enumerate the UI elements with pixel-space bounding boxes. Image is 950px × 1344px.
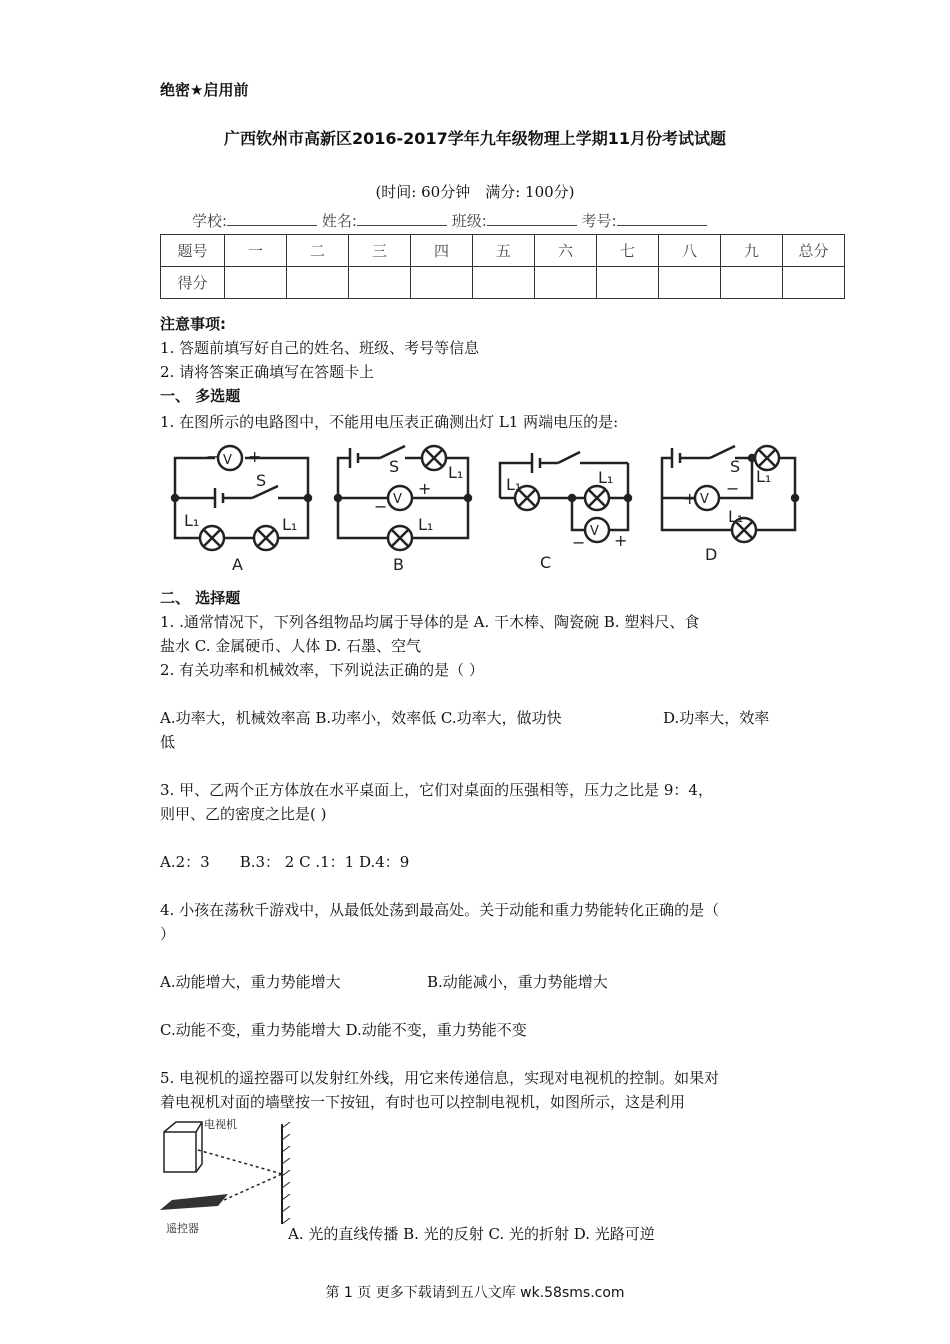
lamp-label: L₁ (184, 511, 200, 530)
circuit-c (500, 452, 628, 542)
lamp-label: L₁ (756, 467, 772, 486)
switch-label: S (256, 471, 267, 490)
tv-label: 电视机 (204, 1118, 237, 1131)
option-c-label: C (540, 553, 552, 572)
voltmeter-label: V (590, 524, 599, 539)
tv-remote-figure (158, 1114, 298, 1238)
s2-q5-line2: 着电视机对面的墙壁按一下按钮，有时也可以控制电视机，如图所示，这是利用 (160, 1093, 686, 1111)
lamp-label: L₁ (418, 515, 434, 534)
s2-q2: 2. 有关功率和机械效率，下列说法正确的是（ ） (160, 661, 484, 679)
s2-q5-line1: 5. 电视机的遥控器可以发射红外线，用它来传递信息，实现对电视机的控制。如果对 (160, 1069, 720, 1087)
s2-q4-options-cd: C.动能不变，重力势能增大 D.动能不变，重力势能不变 (160, 1021, 527, 1039)
score-cell[interactable] (783, 267, 845, 299)
s1-question-1: 1. 在图所示的电路图中，不能用电压表正确测出灯 L1 两端电压的是: (160, 413, 619, 431)
score-header-row (161, 235, 845, 267)
switch-label: S (730, 457, 741, 476)
lamp-label: L₁ (598, 468, 614, 487)
section2-heading: 二、 选择题 (160, 589, 241, 607)
s2-q2-options-cont: 低 (160, 733, 176, 751)
name-label: 姓名: (321, 212, 357, 230)
voltmeter-label: V (223, 453, 232, 468)
name-blank[interactable] (357, 225, 447, 226)
s2-q4-option-a: A.动能增大，重力势能增大 (160, 973, 341, 991)
number-label: 考号: (581, 212, 617, 230)
score-col: 九 (721, 235, 783, 267)
number-blank[interactable] (617, 225, 707, 226)
class-blank[interactable] (487, 225, 577, 226)
score-cell[interactable] (721, 267, 783, 299)
circuit-b (338, 446, 468, 550)
remote-shape (160, 1194, 228, 1210)
minus-label: − (726, 479, 740, 498)
minus-label: − (206, 447, 220, 466)
voltmeter-label: V (393, 492, 402, 507)
score-col: 六 (535, 235, 597, 267)
s2-q3-line2: 则甲、乙的密度之比是( ) (160, 805, 327, 823)
notice-title: 注意事项: (160, 315, 226, 333)
score-value-row (161, 267, 845, 299)
score-cell[interactable] (535, 267, 597, 299)
class-label: 班级: (451, 212, 487, 230)
page-title: 广西钦州市高新区2016-2017学年九年级物理上学期11月份考试试题 (224, 129, 726, 148)
s2-q4-option-b: B.动能减小，重力势能增大 (427, 973, 608, 991)
plus-label: + (248, 447, 262, 466)
score-col: 八 (659, 235, 721, 267)
switch-label: S (389, 457, 400, 476)
page-footer: 第 1 页 更多下载请到五八文库 wk.58sms.com (325, 1285, 625, 1301)
remote-label: 遥控器 (166, 1222, 199, 1235)
plus-label: + (614, 531, 628, 550)
score-col: 七 (597, 235, 659, 267)
lamp-label: L₁ (282, 515, 298, 534)
lamp-label: L₁ (448, 463, 464, 482)
option-d-label: D (705, 545, 718, 564)
s2-q2-options: A.功率大，机械效率高 B.功率小，效率低 C.功率大，做功快 (160, 709, 562, 727)
score-col: 五 (473, 235, 535, 267)
option-b-label: B (393, 555, 404, 574)
s2-q3-line1: 3. 甲、乙两个正方体放在水平桌面上，它们对桌面的压强相等，压力之比是 9：4， (160, 781, 713, 799)
score-cell[interactable] (659, 267, 721, 299)
school-label: 学校: (192, 212, 228, 230)
notice-item: 1. 答题前填写好自己的姓名、班级、考号等信息 (160, 339, 480, 357)
score-cell[interactable] (597, 267, 659, 299)
score-cell[interactable] (349, 267, 411, 299)
score-table (160, 234, 845, 299)
s2-q2-option-d: D.功率大，效率 (663, 709, 770, 727)
minus-label: − (572, 533, 586, 552)
lamp-label: L₁ (728, 507, 744, 526)
voltmeter-label: V (700, 492, 709, 507)
score-cell[interactable] (411, 267, 473, 299)
secret-label: 绝密★启用前 (160, 81, 249, 99)
minus-label: − (374, 497, 388, 516)
student-fields (192, 210, 707, 231)
circuit-diagrams (160, 438, 810, 578)
exam-info: (时间: 60分钟 满分: 100分) (375, 183, 575, 201)
plus-label: + (418, 479, 432, 498)
score-row-label: 得分 (161, 267, 225, 299)
tv-shape (164, 1132, 196, 1172)
s2-q1-line1: 1. .通常情况下，下列各组物品均属于导体的是 A. 干木棒、陶瓷碗 B. 塑料尺、食 (160, 613, 700, 631)
notice-item: 2. 请将答案正确填写在答题卡上 (160, 363, 375, 381)
s2-q4-line2: ） (160, 925, 176, 943)
score-col: 四 (411, 235, 473, 267)
section1-heading: 一、 多选题 (160, 387, 241, 405)
s2-q3-options: A.2：3 B.3： 2 C .1：1 D.4：9 (160, 853, 410, 871)
score-col: 一 (225, 235, 287, 267)
lamp-label: L₁ (506, 475, 522, 494)
score-cell[interactable] (287, 267, 349, 299)
score-col: 二 (287, 235, 349, 267)
score-cell[interactable] (225, 267, 287, 299)
score-cell[interactable] (473, 267, 535, 299)
s2-q4-line1: 4. 小孩在荡秋千游戏中，从最低处荡到最高处。关于动能和重力势能转化正确的是（ (160, 901, 720, 919)
s2-q1-line2: 盐水 C. 金属硬币、人体 D. 石墨、空气 (160, 637, 422, 655)
score-col: 三 (349, 235, 411, 267)
s2-q5-options: A. 光的直线传播 B. 光的反射 C. 光的折射 D. 光路可逆 (288, 1225, 655, 1243)
score-col-total: 总分 (783, 235, 845, 267)
plus-label: + (683, 489, 697, 508)
circuit-a (175, 446, 308, 550)
score-header-label: 题号 (161, 235, 225, 267)
school-blank[interactable] (227, 225, 317, 226)
option-a-label: A (232, 555, 243, 574)
